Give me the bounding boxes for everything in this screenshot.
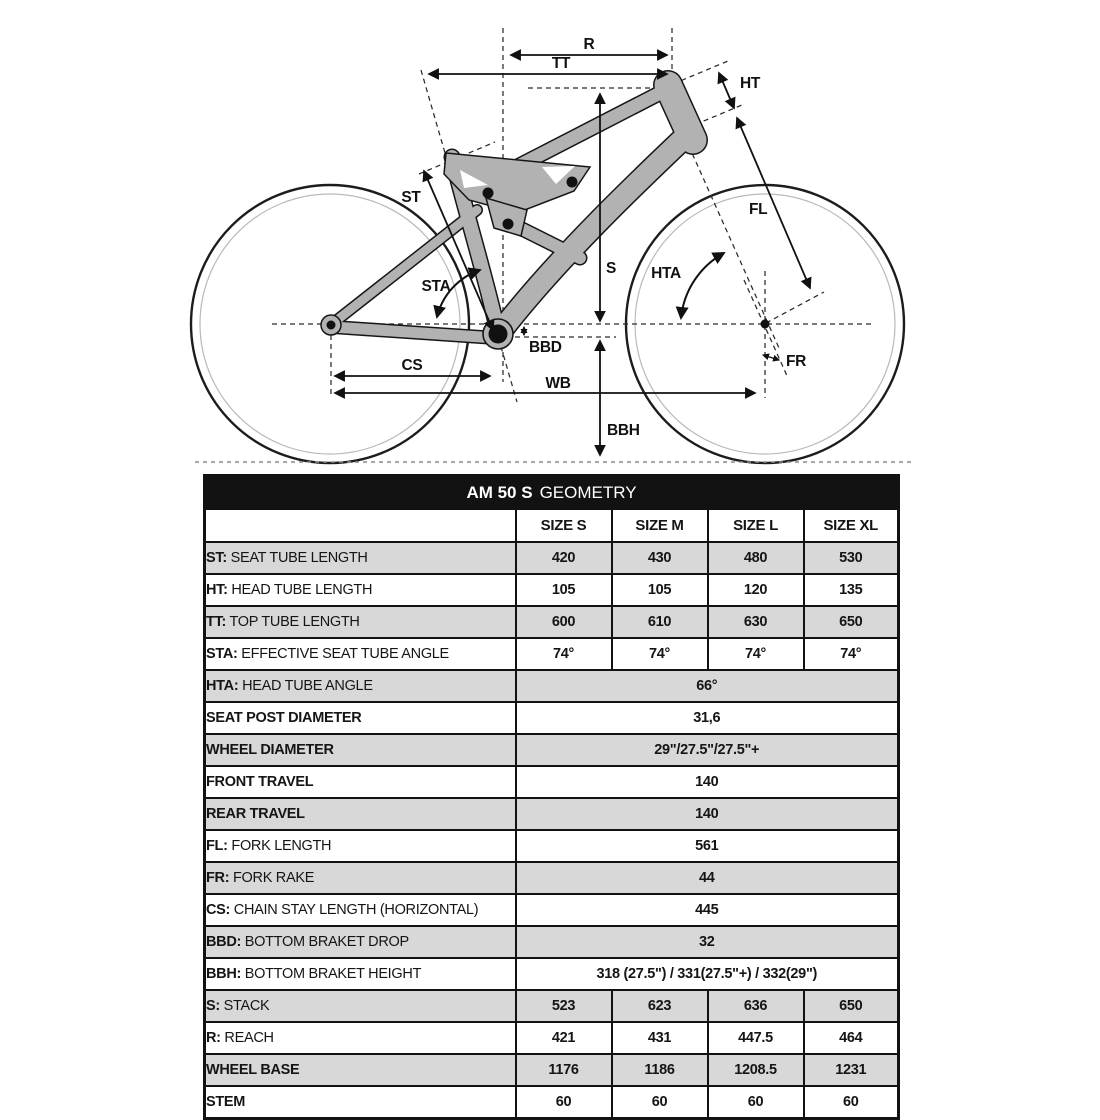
- row-label: WHEEL DIAMETER: [205, 734, 516, 766]
- row-value: 523: [516, 990, 612, 1022]
- row-value: 561: [516, 830, 899, 862]
- row-value: 421: [516, 1022, 612, 1054]
- row-value: 630: [708, 606, 804, 638]
- row-value: 1176: [516, 1054, 612, 1086]
- label-reach: R: [583, 36, 595, 53]
- table-row: [205, 574, 899, 606]
- head-tube-arrow: [719, 73, 734, 108]
- rear-axle: [327, 321, 336, 330]
- diagram-labels: [401, 36, 806, 439]
- fork-length-arrow: [737, 118, 810, 288]
- row-value: 140: [516, 766, 899, 798]
- label-top-tube: TT: [551, 55, 571, 72]
- row-label: FL: FORK LENGTH: [205, 830, 516, 862]
- row-label: BBD: BOTTOM BRAKET DROP: [205, 926, 516, 958]
- header-empty: [205, 509, 516, 542]
- row-value: 650: [804, 990, 899, 1022]
- front-axle: [761, 320, 770, 329]
- row-value: 464: [804, 1022, 899, 1054]
- frame: [321, 85, 770, 349]
- header-size-l: SIZE L: [708, 509, 804, 542]
- row-value: 1231: [804, 1054, 899, 1086]
- row-value: 430: [612, 542, 708, 574]
- row-label: CS: CHAIN STAY LENGTH (HORIZONTAL): [205, 894, 516, 926]
- bike-geometry-diagram: [0, 0, 1100, 472]
- head-angle-arc: [681, 253, 724, 318]
- table-row: [205, 766, 899, 798]
- table-row: [205, 990, 899, 1022]
- row-value: 29"/27.5"/27.5"+: [516, 734, 899, 766]
- label-chain-stay: CS: [401, 357, 423, 374]
- row-value: 74°: [612, 638, 708, 670]
- row-label: ST: SEAT TUBE LENGTH: [205, 542, 516, 574]
- header-size-s: SIZE S: [516, 509, 612, 542]
- row-value: 1186: [612, 1054, 708, 1086]
- title-suffix: GEOMETRY: [539, 482, 637, 502]
- label-bb-drop: BBD: [529, 339, 562, 356]
- row-value: 60: [708, 1086, 804, 1119]
- row-value: 650: [804, 606, 899, 638]
- table-row: [205, 894, 899, 926]
- label-seat-tube: ST: [401, 189, 421, 206]
- model-name: AM 50 S: [466, 482, 533, 502]
- table-row: [205, 606, 899, 638]
- row-value: 74°: [804, 638, 899, 670]
- table-row: [205, 958, 899, 990]
- table-row: [205, 734, 899, 766]
- row-value: 32: [516, 926, 899, 958]
- row-label: SEAT POST DIAMETER: [205, 702, 516, 734]
- header-size-xl: SIZE XL: [804, 509, 899, 542]
- fork-rake-arrow: [763, 355, 779, 360]
- label-fork-rake: FR: [786, 353, 807, 370]
- row-value: 135: [804, 574, 899, 606]
- row-value: 140: [516, 798, 899, 830]
- label-stack: S: [606, 260, 617, 277]
- row-value: 600: [516, 606, 612, 638]
- row-label: FR: FORK RAKE: [205, 862, 516, 894]
- row-value: 318 (27.5") / 331(27.5"+) / 332(29"): [516, 958, 899, 990]
- row-label: WHEEL BASE: [205, 1054, 516, 1086]
- geometry-table: [203, 474, 897, 1120]
- row-value: 60: [804, 1086, 899, 1119]
- row-value: 60: [516, 1086, 612, 1119]
- table-row: [205, 862, 899, 894]
- row-label: STA: EFFECTIVE SEAT TUBE ANGLE: [205, 638, 516, 670]
- row-value: 445: [516, 894, 899, 926]
- table-row: [205, 670, 899, 702]
- row-label: FRONT TRAVEL: [205, 766, 516, 798]
- row-value: 636: [708, 990, 804, 1022]
- table-row: [205, 798, 899, 830]
- row-label: HT: HEAD TUBE LENGTH: [205, 574, 516, 606]
- row-label: BBH: BOTTOM BRAKET HEIGHT: [205, 958, 516, 990]
- table-row: [205, 830, 899, 862]
- row-label: REAR TRAVEL: [205, 798, 516, 830]
- row-value: 44: [516, 862, 899, 894]
- table-row: [205, 1022, 899, 1054]
- row-value: 120: [708, 574, 804, 606]
- table-row: [205, 638, 899, 670]
- row-label: TT: TOP TUBE LENGTH: [205, 606, 516, 638]
- label-head-tube: HT: [740, 75, 761, 92]
- table-row: [205, 542, 899, 574]
- row-value: 480: [708, 542, 804, 574]
- row-value: 420: [516, 542, 612, 574]
- table-title: [205, 476, 899, 510]
- label-fork-length: FL: [749, 201, 768, 218]
- label-wheel-base: WB: [545, 375, 571, 392]
- row-value: 530: [804, 542, 899, 574]
- row-label: R: REACH: [205, 1022, 516, 1054]
- row-value: 610: [612, 606, 708, 638]
- row-value: 105: [612, 574, 708, 606]
- row-value: 623: [612, 990, 708, 1022]
- row-label: HTA: HEAD TUBE ANGLE: [205, 670, 516, 702]
- row-value: 31,6: [516, 702, 899, 734]
- row-value: 1208.5: [708, 1054, 804, 1086]
- table-row: [205, 1054, 899, 1086]
- label-bb-height: BBH: [607, 422, 640, 439]
- header-size-m: SIZE M: [612, 509, 708, 542]
- table-row: [205, 702, 899, 734]
- label-head-tube-angle: HTA: [651, 265, 681, 282]
- row-value: 60: [612, 1086, 708, 1119]
- row-value: 74°: [516, 638, 612, 670]
- row-value: 74°: [708, 638, 804, 670]
- table-row: [205, 1086, 899, 1119]
- row-value: 431: [612, 1022, 708, 1054]
- table-title-row: [205, 476, 899, 510]
- row-value: 105: [516, 574, 612, 606]
- label-seat-tube-angle: STA: [421, 278, 451, 295]
- row-value: 66°: [516, 670, 899, 702]
- table-header-row: [205, 509, 899, 542]
- row-label: STEM: [205, 1086, 516, 1119]
- table-row: [205, 926, 899, 958]
- row-value: 447.5: [708, 1022, 804, 1054]
- construction-lines: [272, 28, 872, 402]
- row-label: S: STACK: [205, 990, 516, 1022]
